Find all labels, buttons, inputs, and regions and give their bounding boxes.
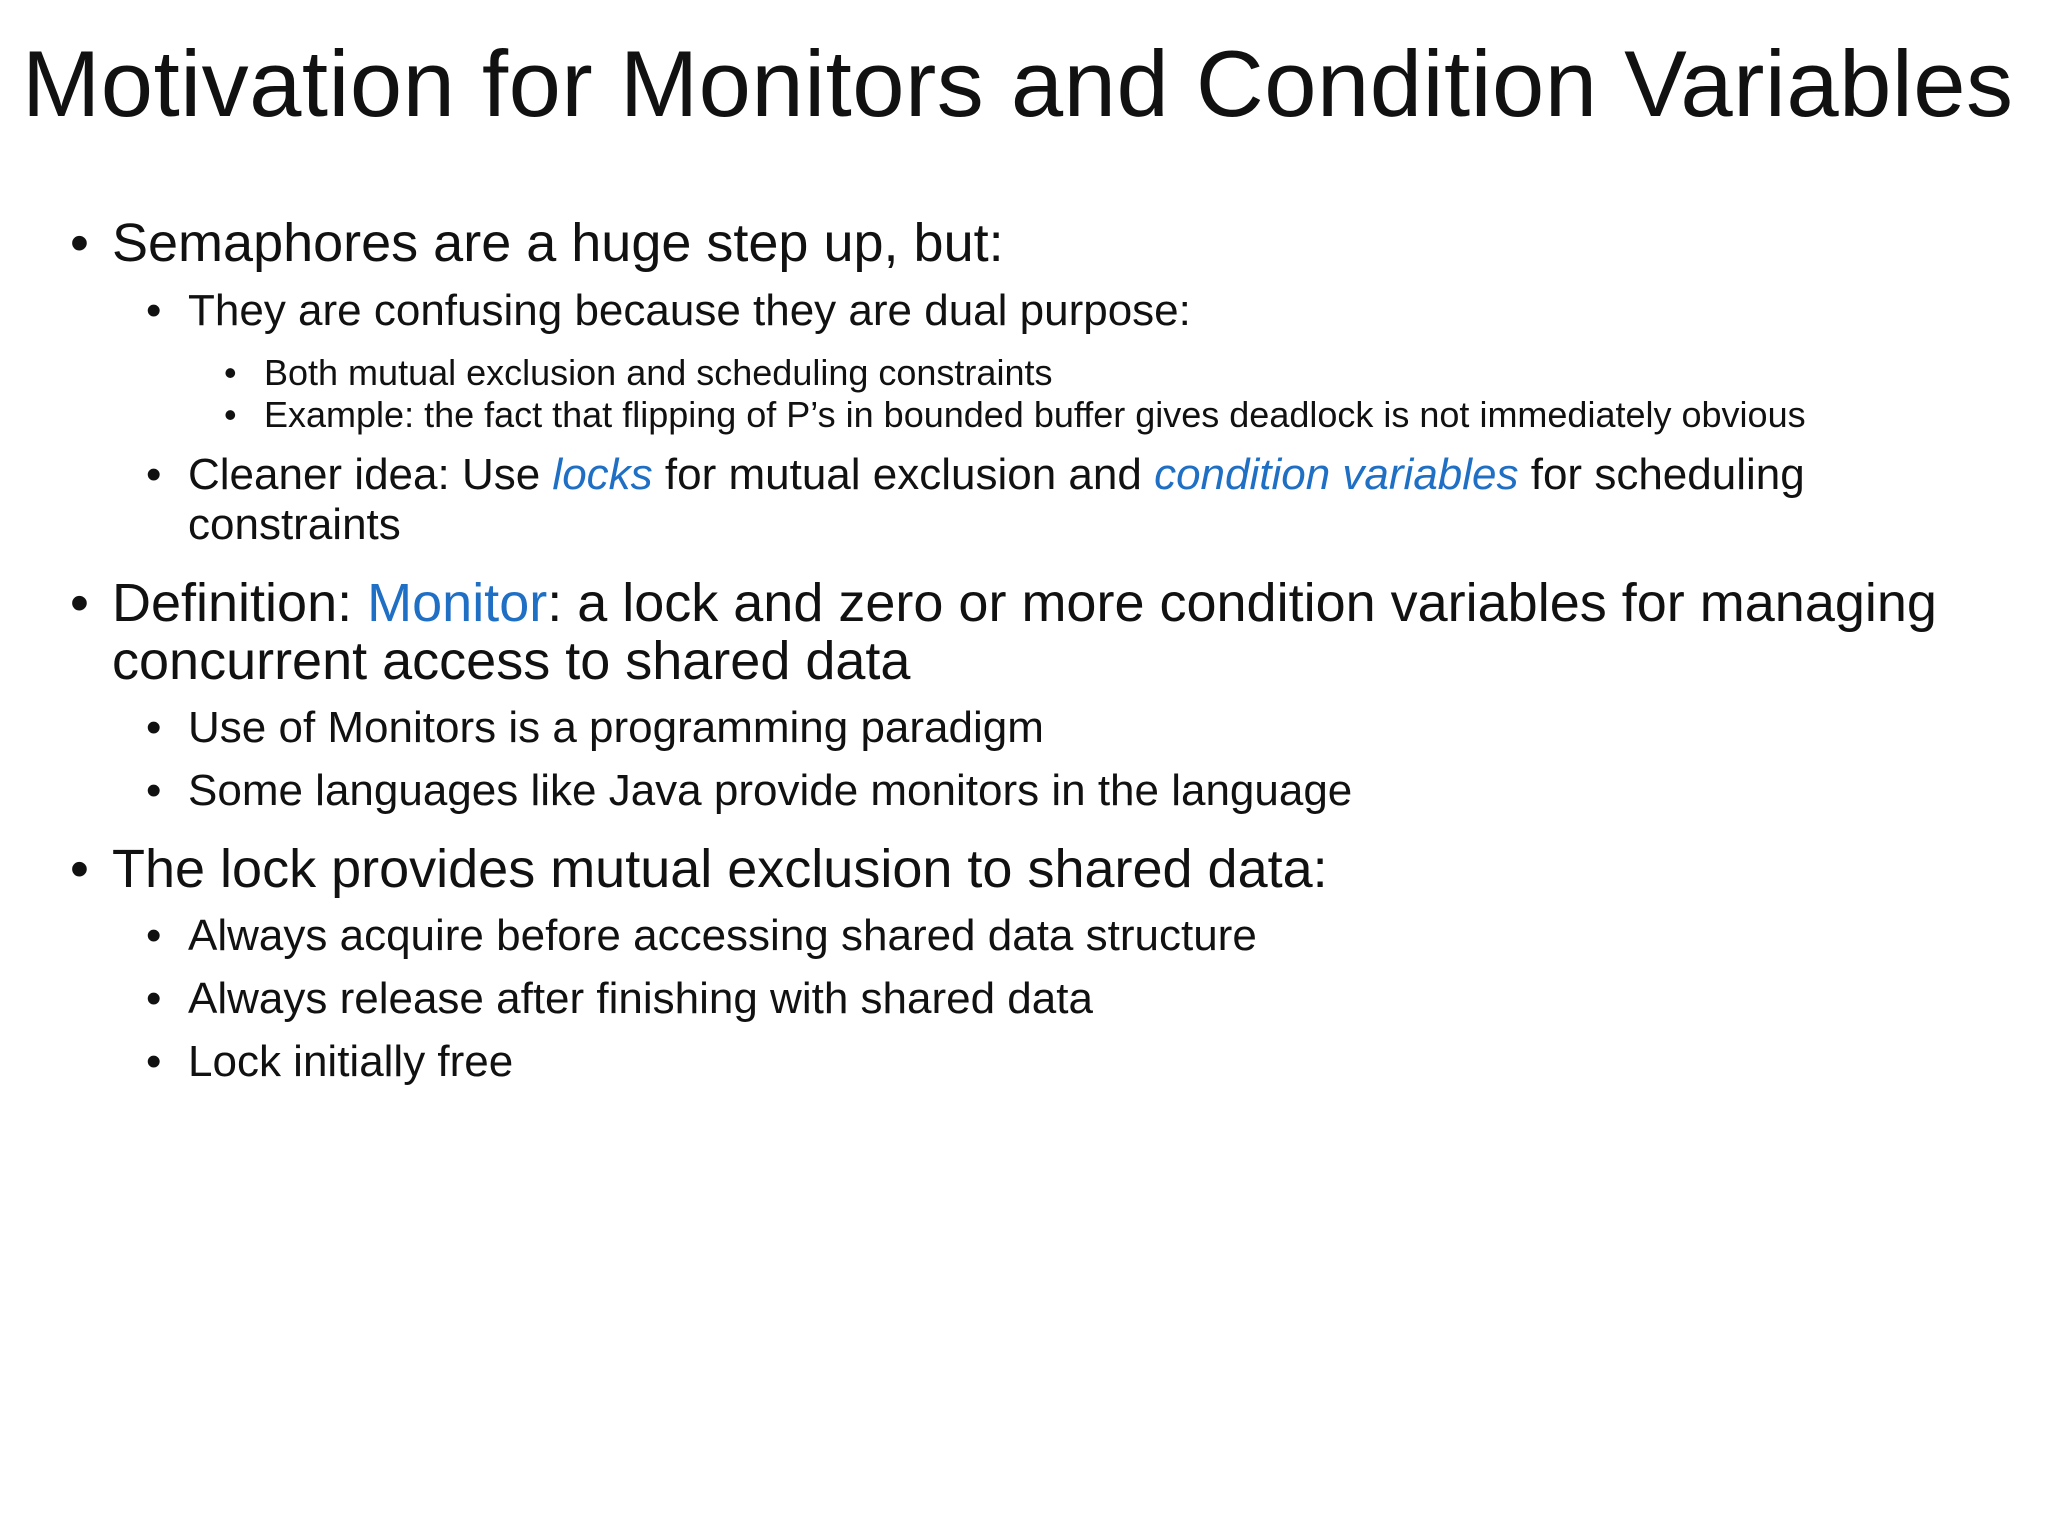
bullet-lock-initially-free	[146, 1037, 2010, 1087]
bullet-dual-purpose	[224, 352, 2010, 394]
bullet-marker: •	[146, 974, 162, 1023]
bullet-text-prefix: Cleaner idea: Use	[188, 450, 553, 499]
bullet-lock-mutual-exclusion	[70, 840, 2010, 898]
bullet-text: Some languages like Java provide monitors in the language	[188, 766, 1353, 815]
bullet-semaphores	[70, 214, 2010, 272]
condition-variables-term: condition variables	[1154, 450, 1519, 499]
bullet-text: The lock provides mutual exclusion to shared data:	[112, 839, 1328, 899]
bullet-text: Semaphores are a huge step up, but:	[112, 213, 1004, 273]
bullet-marker: •	[146, 703, 162, 752]
bullet-marker: •	[224, 352, 237, 393]
bullet-acquire-before	[146, 911, 2010, 961]
bullet-release-after	[146, 974, 2010, 1024]
bullet-text: Lock initially free	[188, 1037, 514, 1086]
bullet-marker: •	[146, 766, 162, 815]
bullet-text-middle: for mutual exclusion and	[652, 450, 1155, 499]
slide-body	[70, 214, 2010, 1087]
bullet-marker: •	[224, 394, 237, 435]
bullet-text: Use of Monitors is a programming paradigm	[188, 703, 1044, 752]
bullet-text-suffix: : a lock and zero or more condition variables for managing concurrent access to shared data	[112, 573, 1937, 691]
bullet-monitor-definition	[70, 574, 2010, 690]
bullet-text: They are confusing because they are dual purpose:	[188, 286, 1191, 335]
bullet-text-prefix: Definition:	[112, 573, 368, 633]
locks-term: locks	[552, 450, 653, 499]
bullet-confusing	[146, 286, 2010, 336]
bullet-marker: •	[70, 839, 89, 899]
slide-title: Motivation for Monitors and Condition Variables	[22, 31, 2014, 136]
bullet-text: Example: the fact that flipping of P’s in bounded buffer gives deadlock is not immediately obvious	[264, 394, 1806, 435]
bullet-text: Always release after finishing with shared data	[188, 974, 1093, 1023]
bullet-text-suffix: for scheduling constraints	[188, 450, 1805, 549]
bullet-marker: •	[70, 573, 89, 633]
bullet-marker: •	[146, 911, 162, 960]
bullet-java-monitors	[146, 766, 2010, 816]
bullet-marker: •	[146, 450, 162, 499]
bullet-marker: •	[146, 286, 162, 335]
bullet-marker: •	[146, 1037, 162, 1086]
bullet-example-deadlock	[224, 394, 2010, 436]
bullet-text: Always acquire before accessing shared data structure	[188, 911, 1257, 960]
bullet-cleaner-idea	[146, 450, 2010, 550]
bullet-programming-paradigm	[146, 703, 2010, 753]
bullet-text: Both mutual exclusion and scheduling constraints	[264, 352, 1053, 393]
bullet-marker: •	[70, 213, 89, 273]
monitor-term: Monitor	[367, 573, 548, 633]
